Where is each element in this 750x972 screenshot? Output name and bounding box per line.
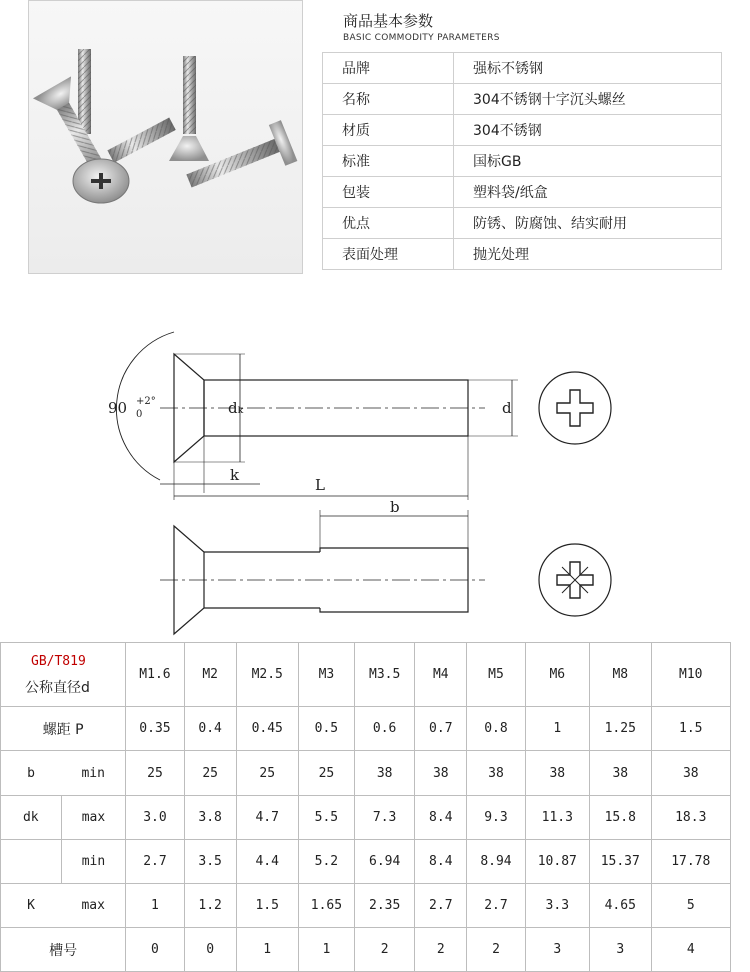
end-view-phillips [539, 372, 611, 444]
size-cell: M4 [415, 643, 467, 707]
param-key: 标准 [323, 146, 454, 177]
table-cell: 4 [651, 928, 730, 972]
spec-corner [1, 643, 126, 707]
screws-image [29, 1, 302, 273]
table-cell: 1.25 [589, 707, 651, 751]
table-cell: 0 [126, 928, 184, 972]
params-subtitle: BASIC COMMODITY PARAMETERS [343, 33, 500, 43]
params-row [323, 146, 722, 177]
table-cell: 2.35 [355, 884, 415, 928]
pitch-label: 螺距 P [1, 707, 126, 751]
params-table [322, 52, 722, 270]
table-cell: 4.4 [236, 840, 298, 884]
table-cell: 5 [651, 884, 730, 928]
size-cell: M2 [184, 643, 236, 707]
table-cell: 2 [467, 928, 525, 972]
table-cell: 18.3 [651, 796, 730, 840]
table-cell: 15.8 [589, 796, 651, 840]
dk-min-row [1, 840, 731, 884]
angle-label: 90 [108, 399, 128, 417]
param-value: 304不锈钢 [454, 115, 722, 146]
size-cell: M2.5 [236, 643, 298, 707]
size-cell: M8 [589, 643, 651, 707]
table-cell: 15.37 [589, 840, 651, 884]
slot-row [1, 928, 731, 972]
table-cell: 2.7 [126, 840, 184, 884]
table-cell: 0.7 [415, 707, 467, 751]
table-cell: 0.8 [467, 707, 525, 751]
table-cell: 38 [415, 751, 467, 796]
params-row [323, 239, 722, 270]
table-cell: 5.2 [298, 840, 354, 884]
param-value: 国标GB [454, 146, 722, 177]
table-cell: 1 [126, 884, 184, 928]
table-cell: 3.3 [525, 884, 589, 928]
table-cell: 38 [589, 751, 651, 796]
table-cell: 25 [298, 751, 354, 796]
technical-drawing [100, 318, 640, 640]
param-value: 抛光处理 [454, 239, 722, 270]
screw-1 [78, 49, 91, 134]
table-cell: 2 [355, 928, 415, 972]
dk-min-label: min [61, 840, 126, 884]
screw-2 [169, 56, 209, 161]
diameter-label: 公称直径d [25, 679, 90, 696]
table-cell: 0.6 [355, 707, 415, 751]
param-key: 优点 [323, 208, 454, 239]
dk-max-row [1, 796, 731, 840]
table-cell: 0.5 [298, 707, 354, 751]
standard-label: GB/T819 [31, 653, 86, 669]
product-photo [28, 0, 303, 274]
table-cell: 38 [525, 751, 589, 796]
table-cell: 4.7 [236, 796, 298, 840]
angle-tolerance-lower: 0 [136, 409, 143, 420]
side-view-bottom [160, 510, 485, 634]
table-cell: 7.3 [355, 796, 415, 840]
spec-header-row [1, 643, 731, 707]
params-row [323, 84, 722, 115]
table-cell: 1.2 [184, 884, 236, 928]
table-cell: 0.35 [126, 707, 184, 751]
table-cell: 25 [184, 751, 236, 796]
param-key: 表面处理 [323, 239, 454, 270]
table-cell: 0.45 [236, 707, 298, 751]
k-label: k [230, 466, 240, 484]
table-cell: 17.78 [651, 840, 730, 884]
size-cell: M1.6 [126, 643, 184, 707]
param-key: 品牌 [323, 53, 454, 84]
dk-label: dₖ [228, 399, 244, 417]
table-cell: 0.4 [184, 707, 236, 751]
table-cell: 6.94 [355, 840, 415, 884]
b-label: b [1, 751, 62, 796]
param-value: 防锈、防腐蚀、结实耐用 [454, 208, 722, 239]
size-cell: M3.5 [355, 643, 415, 707]
L-label: L [315, 476, 325, 494]
angle-tolerance-upper: +2° [136, 396, 156, 407]
table-cell: 2 [415, 928, 467, 972]
params-row [323, 177, 722, 208]
param-key: 材质 [323, 115, 454, 146]
params-row [323, 208, 722, 239]
size-cell: M10 [651, 643, 730, 707]
table-cell: 2.7 [467, 884, 525, 928]
table-cell: 25 [126, 751, 184, 796]
table-cell: 8.4 [415, 840, 467, 884]
param-key: 名称 [323, 84, 454, 115]
table-cell: 3.8 [184, 796, 236, 840]
table-cell: 8.94 [467, 840, 525, 884]
table-cell: 3.5 [184, 840, 236, 884]
spec-table [0, 642, 731, 972]
params-row [323, 115, 722, 146]
k-max-row [1, 884, 731, 928]
table-cell: 2.7 [415, 884, 467, 928]
table-cell: 38 [467, 751, 525, 796]
b-row [1, 751, 731, 796]
table-cell: 3 [589, 928, 651, 972]
end-view-pozidriv [539, 544, 611, 616]
table-cell: 5.5 [298, 796, 354, 840]
k-max-label: max [61, 884, 126, 928]
size-cell: M3 [298, 643, 354, 707]
pitch-row [1, 707, 731, 751]
table-cell: 10.87 [525, 840, 589, 884]
b-min-label: min [61, 751, 126, 796]
dk-max-label: max [61, 796, 126, 840]
table-cell: 1.5 [651, 707, 730, 751]
b-label: b [390, 498, 400, 516]
empty-cell [1, 840, 62, 884]
table-cell: 1 [525, 707, 589, 751]
table-cell: 1 [298, 928, 354, 972]
size-cell: M5 [467, 643, 525, 707]
table-cell: 4.65 [589, 884, 651, 928]
table-cell: 3.0 [126, 796, 184, 840]
dk-label: dk [1, 796, 62, 840]
table-cell: 8.4 [415, 796, 467, 840]
side-view-top [116, 332, 518, 500]
k-label: K [1, 884, 62, 928]
size-cell: M6 [525, 643, 589, 707]
table-cell: 38 [355, 751, 415, 796]
table-cell: 25 [236, 751, 298, 796]
table-cell: 9.3 [467, 796, 525, 840]
table-cell: 1 [236, 928, 298, 972]
table-cell: 38 [651, 751, 730, 796]
params-title: 商品基本参数 [343, 12, 434, 30]
params-row [323, 53, 722, 84]
slot-label: 槽号 [1, 928, 126, 972]
table-cell: 1.5 [236, 884, 298, 928]
table-cell: 3 [525, 928, 589, 972]
d-label: d [502, 399, 512, 417]
param-value: 塑料袋/纸盒 [454, 177, 722, 208]
param-value: 304不锈钢十字沉头螺丝 [454, 84, 722, 115]
table-cell: 1.65 [298, 884, 354, 928]
param-key: 包装 [323, 177, 454, 208]
table-cell: 0 [184, 928, 236, 972]
param-value: 强标不锈钢 [454, 53, 722, 84]
table-cell: 11.3 [525, 796, 589, 840]
